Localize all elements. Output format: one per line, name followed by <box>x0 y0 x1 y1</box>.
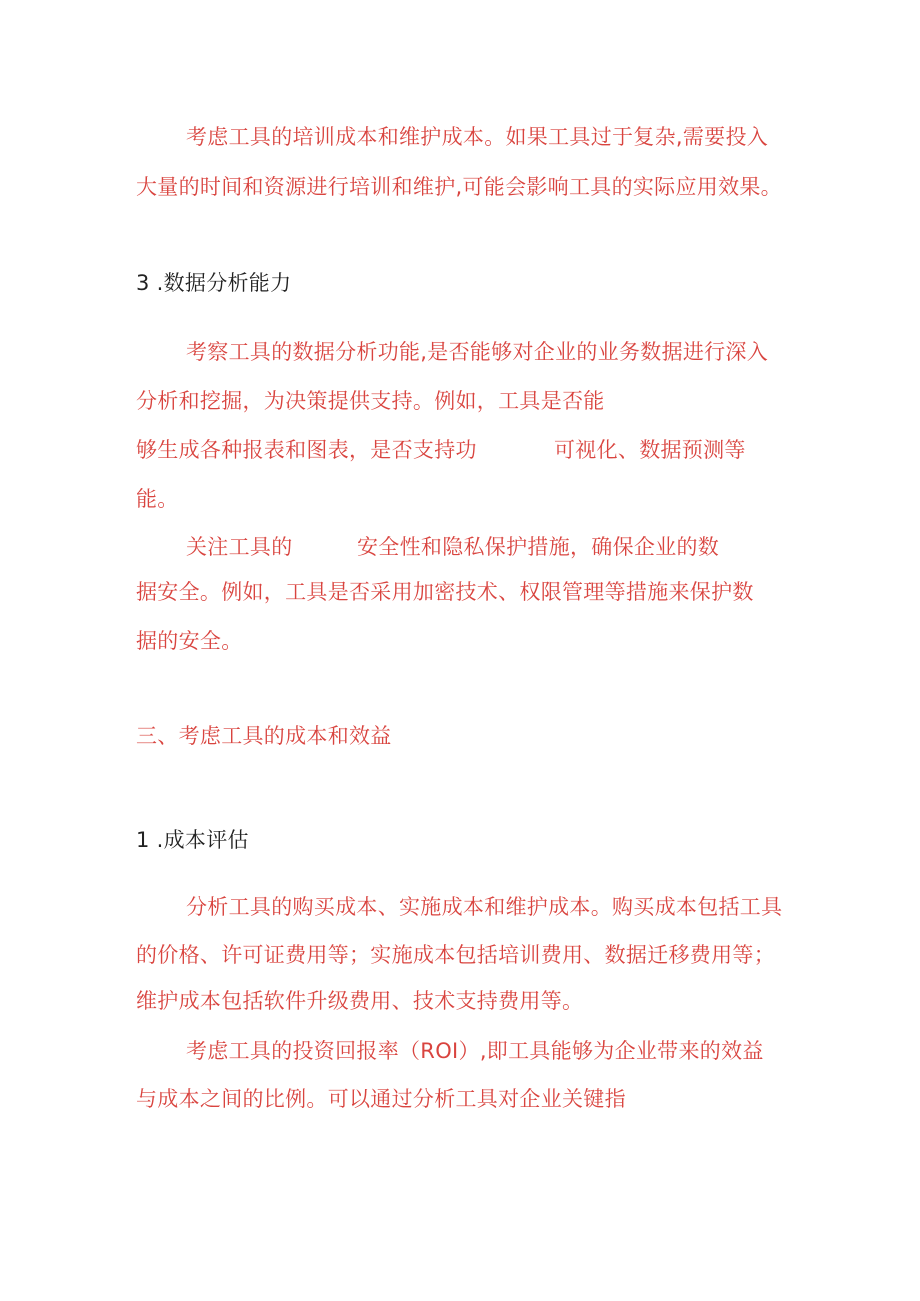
text-line: 据安全。例如，工具是否采用加密技术、权限管理等措施来保护数 <box>136 580 754 604</box>
text-line: 分析工具的购买成本、实施成本和维护成本。购买成本包括工具 <box>186 895 783 919</box>
text-line: 据的安全。 <box>136 629 243 653</box>
text-line: 的价格、许可证费用等；实施成本包括培训费用、数据迁移费用等； <box>136 943 775 967</box>
text-line: 大量的时间和资源进行培训和维护,可能会影响工具的实际应用效果。 <box>136 175 782 199</box>
text-line: 维护成本包括软件升级费用、技术支持费用等。 <box>136 989 584 1013</box>
heading-text: 三、考虑工具的成本和效益 <box>136 724 392 748</box>
text-segment: 关注工具的 <box>186 535 293 559</box>
text-segment: 可视化、数据预测等 <box>554 438 746 462</box>
text-line: 与成本之间的比例。可以通过分析工具对企业关键指 <box>136 1087 626 1111</box>
heading-text: 3 .数据分析能力 <box>136 271 292 295</box>
text-line: 考虑工具的投资回报率（ROI）,即工具能够为企业带来的效益 <box>186 1039 764 1063</box>
text-line: 分析和挖掘，为决策提供支持。例如，工具是否能 <box>136 389 605 413</box>
text-segment: 安全性和隐私保护措施，确保企业的数 <box>357 535 720 559</box>
text-line: 考虑工具的培训成本和维护成本。如果工具过于复杂,需要投入 <box>186 125 769 149</box>
text-line: 考察工具的数据分析功能,是否能够对企业的业务数据进行深入 <box>186 340 769 364</box>
text-segment: 够生成各种报表和图表，是否支持功 <box>136 438 477 462</box>
heading-text: 1 .成本评估 <box>136 828 249 852</box>
text-line: 能。 <box>136 487 179 511</box>
